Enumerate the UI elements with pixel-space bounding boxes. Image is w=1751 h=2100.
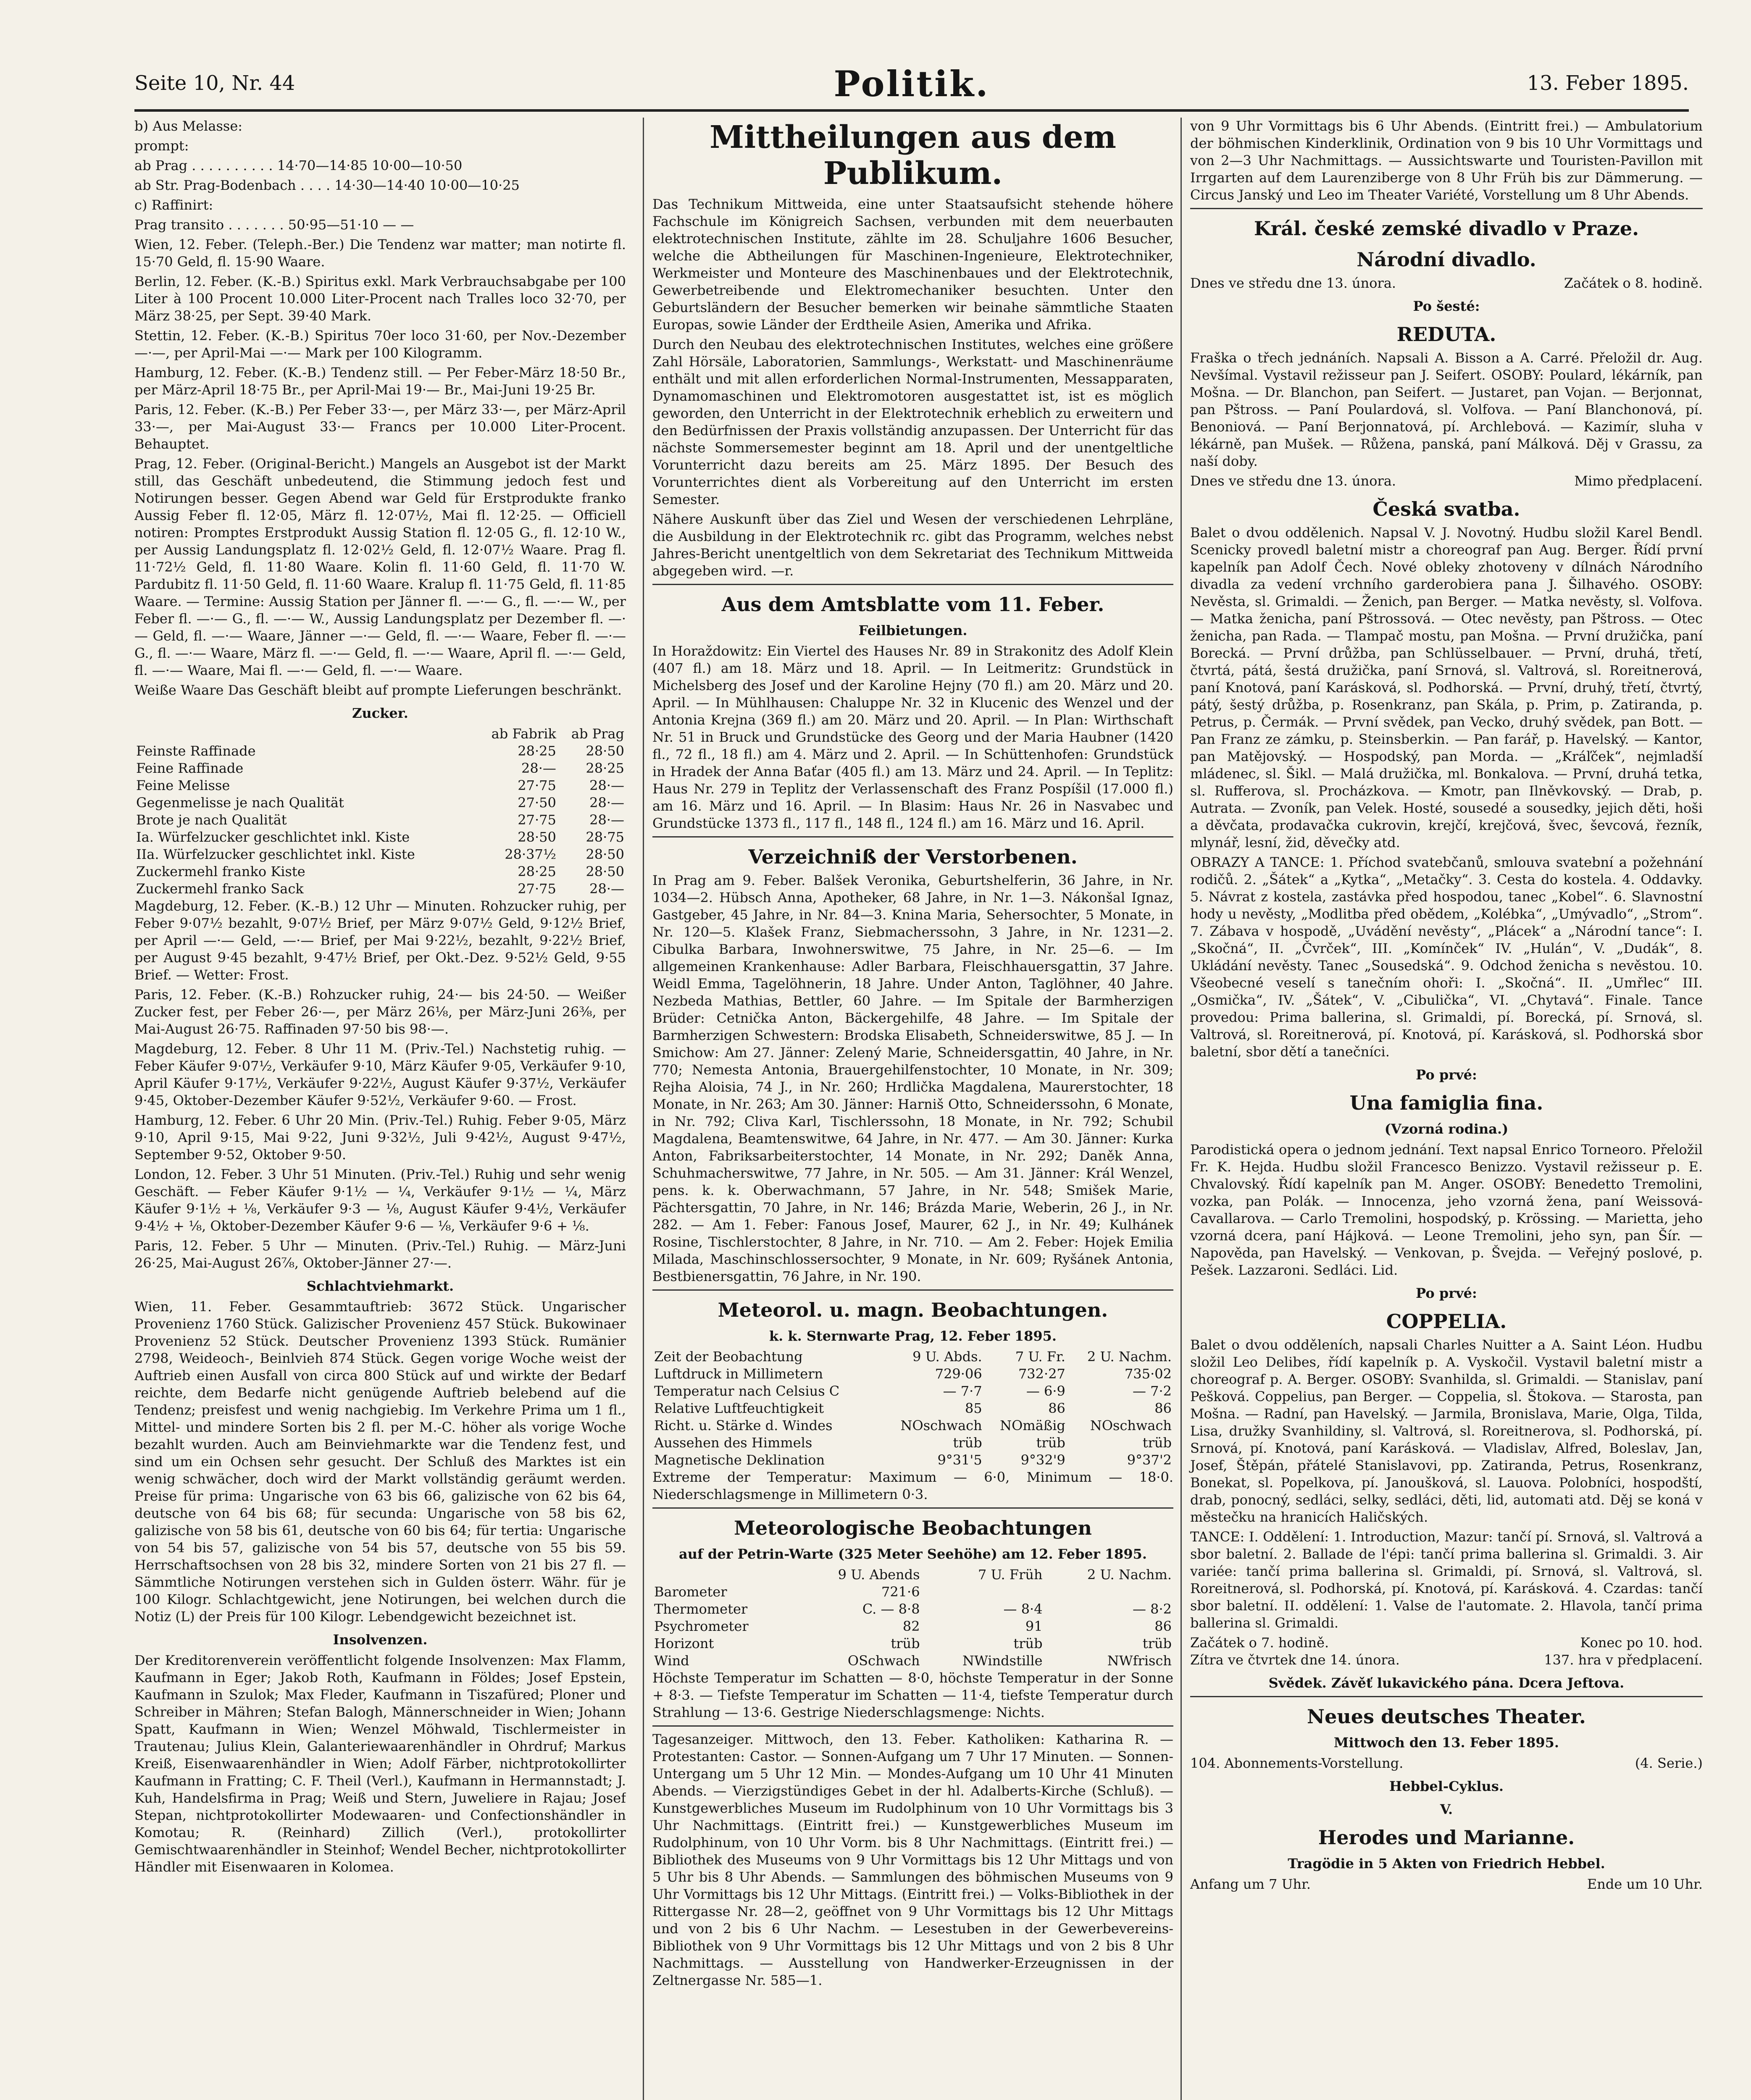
table-cell: Richt. u. Stärke d. Windes [654,1418,833,1433]
notice-paragraph: Durch den Neubau des elektrotechnischen Institutes, welches eine größere Zahl Hörsäle, Laboratorien, Sammlungs-, Werkstatt- und Maschinenräume enthält und mit allen erforderlichen Normal-Instrumenten, Messapparaten, Dynamomaschinen und Elektromotoren ausgestattet ist, ist es möglich geworden, den Unterricht in der Elektrotechnik erheblich zu erweitern und den Bedürfnissen der Praxis vollständig anzupassen. Der Unterricht für das nächste Sommersemester beginnt am 18. April und der unentgeltliche Vorunterricht dazu bereits am 25. März 1895. Der Besuch des Vorunterrichtes dient als Vorbereitung auf den Unterricht im ersten Semester. [652,336,1173,507]
national-theatre-heading: Král. české zemské divadlo v Praze. [1254,217,1639,240]
table-cell: NOschwach [900,1418,982,1433]
table-row [652,1583,1173,1601]
column-theatre [1180,118,1703,2100]
performance-start: Anfang um 7 Uhr. [1190,1876,1311,1892]
national-theatre-subheading: Národní divadlo. [1357,248,1536,271]
table-cell: 28·25 [518,864,556,879]
table-cell: 28·— [521,760,556,776]
petrin-extremes: Höchste Temperatur im Schatten — 8·0, höchste Temperatur in der Sonne + 8·3. — Tiefste Temperatur im Schatten — 11·4, tiefste Temperatur durch Strahlung — 13·6. Gestrige Niederschlagsmenge: Nichts. [652,1670,1173,1720]
market-report: Wien, 12. Feber. (Teleph.-Ber.) Die Tendenz war matter; man notirte fl. 15·70 Geld, fl. 15·90 Waare. [134,236,626,270]
table-row [652,1652,1173,1670]
play-title: COPPELIA. [1386,1310,1507,1333]
market-intro [134,118,626,234]
performance-times [1190,1634,1703,1651]
play-cast: Balet o dvou odděleních, napsali Charles Nuitter a A. Saint Léon. Hudbu složil Leo Delibes, řídí kapelník p. A. Vyskočil. Vystavil baletní mistr a choreograf p. A. Berger. OSOBY: Svanhilda, sl. Grimaldi. — Stanislav, paní Pešková. Coppelius, pan Berger. — Coppelia, sl. Štokova. — Starosta, pan Mošna. — Radní, pan Havelský. — Jarmila, Bronislava, Marie, Olga, Tilda, Lisa, družky Svanhildiny, sl. Valtrová, sl. Roreitnerova, sl. Podhorská, pí. Srnová, pí. Knotová, paní Karásková. — Vladislav, Alfred, Boleslav, Jan, Josef, Štěpán, přátelé Stanislavovi, pp. Zatiranda, Petrus, Rosenkranz, Bonekat, sl. Popelkova, pí. Janoušková, sl. Lauova. Polobníci, hospodští, drab, ponocný, sedláci, selky, sedláci, děti, lid, automati atd. Děj se koná v městečku na hranicích Haličských. [1190,1337,1703,1525]
table-row [652,1417,1173,1434]
daily-announcements: Tagesanzeiger. Mittwoch, den 13. Feber. Katholiken: Katharina R. — Protestanten: Castor. — Sonnen-Aufgang um 7 Uhr 17 Minuten. — Sonnen-Untergang um 5 Uhr 12 Min. — Mondes-Aufgang um 10 Uhr 41 Minuten Abends. — Vierzigstündiges Gebet in der hl. Adalberts-Kirche (Schluß). — Kunstgewerbliches Museum im Rudolphinum von 10 Uhr Vormittags bis 3 Uhr Nachmittags. (Eintritt frei.) — Kunstgewerbliches Museum im Rudolphinum, von 10 Uhr Vorm. bis 8 Uhr Nachmittags. (Eintritt frei.) — Bibliothek des Museums von 9 Uhr Vormittags bis 12 Uhr Mittags und von 5 Uhr bis 8 Uhr Abends. — Sammlungen des böhmischen Museums von 9 Uhr Vormittags bis 12 Uhr Mittags. (Eintritt frei.) — Volks-Bibliothek in der Rittergasse Nr. 28—2, geöffnet von 9 Uhr Vormittags bis 12 Uhr Mittags und von 2 bis 6 Uhr Nachm. — Lesestuben in der Gewerbevereins-Bibliothek von 9 Uhr Vormittags bis 12 Uhr Mittags und von 2 bis 8 Uhr Nachmittags. — Ausstellung von Handwerker-Erzeugnissen in der Zeltnergasse Nr. 585—1. [652,1731,1173,1988]
market-report: London, 12. Feber. 3 Uhr 51 Minuten. (Priv.-Tel.) Ruhig und sehr wenig Geschäft. — Feber Käufer 9·1½ — ¼, Verkäufer 9·1½ — ¼, März Käufer 9·1½ + ⅛, Verkäufer 9·3 — ⅛, August Käufer 9·4½, Verkäufer 9·4½ + ⅛, Oktober-Dezember Käufer 9·6 — ⅛, Verkäufer 9·6 + ⅛. [134,1166,626,1234]
table-cell: — 6·9 [1026,1383,1065,1399]
table-cell: 28·50 [518,829,556,845]
table-cell: trüb [891,1635,920,1651]
performance-dateline [1190,1651,1703,1669]
table-cell: Thermometer [654,1601,748,1617]
divider [652,1725,1173,1727]
performance-note: Mimo předplacení. [1574,473,1703,489]
table-row [652,1452,1173,1469]
table-cell: — 8·4 [1003,1601,1043,1617]
market-line: b) Aus Melasse: [134,118,243,134]
table-cell: OSchwach [847,1653,920,1669]
table-cell: Luftdruck in Millimetern [654,1366,823,1382]
table-row [134,777,626,794]
table-cell: IIa. Würfelzucker geschlichtet inkl. Kiste [136,846,415,862]
market-report: Magdeburg, 12. Feber. (K.-B.) 12 Uhr — Minuten. Rohzucker ruhig, per Feber 9·07½ bezahlt, 9·07½ Brief, per März 9·07½ Geld, 9·12½ Brief, per April —·— Geld, —·— Brief, per Mai 9·22½, bezahlt, 9·22½ Brief, per August 9·45 bezahlt, 9·47½ Brief, per Okt.-Dez. 9·52½ Geld, 9·55 Brief. — Wetter: Frost. [134,898,626,983]
daily-announcements-cont: von 9 Uhr Vormittags bis 6 Uhr Abends. (Eintritt frei.) — Ambulatorium der böhmischen Kinderklinik, Ordination von 9 bis 10 Uhr Vormittags und von 2—3 Uhr Nachmittags. — Aussichtswarte und Touristen-Pavillon mit Irrgarten auf dem Laurenziberge von 8 Uhr Früh bis zur Dämmerung. — Circus Janský und Leo im Theater Variété, Vorstellung um 8 Uhr Abends. [1190,118,1703,203]
table-cell: 27·75 [518,881,556,897]
market-line: ab Str. Prag-Bodenbach . . . . 14·30—14·40 10·00—10·25 [134,177,520,193]
market-line: Prag transito . . . . . . . 50·95—51·10 — — [134,217,414,233]
table-row [134,880,626,898]
table-row [652,1434,1173,1452]
table-cell: 9°37'2 [1127,1452,1172,1468]
performance-count: Po prvé: [1416,1285,1477,1301]
table-cell: 9 U. Abds. [912,1349,982,1365]
petrin-heading: Meteorologische Beobachtungen [734,1517,1092,1539]
table-header-row [652,1566,1173,1583]
feilbietungen-heading: Feilbietungen. [858,622,968,638]
table-row [652,1601,1173,1618]
table-row [134,743,626,760]
table-cell: Horizont [654,1635,714,1651]
performance-times [1190,1876,1703,1893]
play-cast: Parodistická opera o jednom jednání. Text napsal Enrico Torneoro. Přeložil Fr. K. Hejda. Hudbu složil Francesco Benizzo. Vystavil režisseur p. E. Chvalovský. Řídí kapelník pan M. Anger. OSOBY: Benedetto Tremolini, vozka, pan Polák. — Innocenza, jeho vzorná žena, paní Weissová-Cavallarova. — Carlo Tremolini, hospodský, p. Krössing. — Marietta, jeho vzorná dcera, paní Hájková. — Leone Tremolini, jeho syn, pan Šír. — Napověda, pan Havelský. — Venkovan, p. Švejda. — Veřejný poslové, p. Pešek. Lazzaroni. Sedláci. Lid. [1190,1142,1703,1278]
table-cell: trüb [1142,1435,1172,1451]
divider [652,1507,1173,1509]
table-cell: trüb [953,1435,982,1451]
page-header [134,63,1689,112]
table-cell: 28·— [589,795,624,811]
divider [652,584,1173,585]
table-cell: Brote je nach Qualität [136,812,287,828]
section-title: Politik. [833,63,990,105]
play-dances: OBRAZY A TANCE: 1. Příchod svatebčanů, smlouva svatební a požehnání rodičů. 2. „Šátek“ a „Kytka“, „Metačky“. 3. Cesta do kostela. 4. Oddavky. 5. Návrat z kostela, zastávka před hospodou, tanec „Kobel“. 6. Slavnostní hody u nevěsty, „Modlitba před obědem, „Kolébka“, „Umývadlo“, „Strom“. 7. Zábava v hospodě, „Uvádění nevěsty“, „Plácek“ a „Národní tance“: I. „Skočná“, II. „Čvrček“, III. „Komínček“ IV. „Hulán“, V. „Dudák“, 8. Ukládání nevěsty. Tanec „Sousedská“. 9. Odchod ženicha s nevěstou. 10. Všeobecné veselí s tanečním ohoři: I. „Skočná“. II. „Umřlec“ III. „Osmička“, IV. „Šátek“, V. „Cibulička“, VI. „Chytavá“. Finale. Tance provedou: Prima ballerina, sl. Grimaldi, pí. Borecká, pí. Srnová, sl. Valtrová, sl. Roreitnerová, pí. Knotová, pí. Karásková, sl. Podhorská sbor baletní, sbor dětí a tanečníci. [1190,854,1703,1060]
zucker-heading: Zucker. [352,705,408,721]
market-report: Berlin, 12. Feber. (K.-B.) Spiritus exkl. Mark Verbrauchsabgabe per 100 Liter à 100 Procent 10.000 Liter-Procent nach Tralles loco 32·70, per März 38·25, per Sept. 39·40 Mark. [134,273,626,324]
notice-paragraph: Nähere Auskunft über das Ziel und Wesen der verschiedenen Lehrpläne, die Ausbildung in der Elektrotechnik rc. gibt das Programm, welches nebst Jahres-Bericht unentgeltlich von dem Sekretariat des Technikum Mittweida abgegeben wird. —r. [652,511,1173,579]
market-report: Paris, 12. Feber. (K.-B.) Rohzucker ruhig, 24·— bis 24·50. — Weißer Zucker fest, per Feber 26·—, per März 26⅛, per März-Juni 26⅜, per Mai-August 26·75. Raffinaden 97·50 bis 98·—. [134,987,626,1037]
table-cell: 729·06 [935,1366,982,1382]
table-cell: 2 U. Nachm. [1087,1349,1172,1365]
performance-dateline [1190,275,1703,292]
table-cell: 2 U. Nachm. [1087,1567,1172,1583]
cycle-number: V. [1440,1801,1453,1817]
table-cell: trüb [1013,1635,1043,1651]
table-cell: 28·50 [586,743,624,759]
performance-date: Mittwoch den 13. Feber 1895. [1333,1735,1559,1751]
table-cell [652,1566,796,1583]
table-cell: Gegenmelisse je nach Qualität [136,795,344,811]
table-row [134,863,626,880]
market-report: Weiße Waare Das Geschäft bleibt auf prompte Lieferungen beschränkt. [134,682,622,698]
cycle-title: Hebbel-Cyklus. [1389,1778,1504,1794]
table-cell: 28·75 [586,829,624,845]
amtsblatt-heading: Aus dem Amtsblatte vom 11. Feber. [721,593,1104,616]
table-cell: C. — 8·8 [862,1601,920,1617]
table-cell: 721·6 [881,1584,920,1600]
table-cell: 28·25 [518,743,556,759]
table-header-row [134,725,626,743]
market-report: Hamburg, 12. Feber. 6 Uhr 20 Min. (Priv.-Tel.) Ruhig. Feber 9·05, März 9·10, April 9·15, Mai 9·22, Juni 9·32½, Juli 9·42½, August 9·47½, September 9·52, Oktober 9·50. [134,1112,626,1163]
table-cell [1044,1583,1173,1601]
table-cell: Zuckermehl franko Kiste [136,864,305,879]
table-cell: 28·25 [586,760,624,776]
divider [652,1289,1173,1291]
subscription-series: (4. Serie.) [1635,1755,1703,1771]
divider [1190,1696,1703,1697]
table-cell: 732·27 [1018,1366,1065,1382]
market-line: prompt: [134,138,189,154]
column-markets [134,118,626,2100]
table-cell: 28·37½ [505,846,556,862]
play-title: Una famiglia fina. [1349,1092,1543,1114]
table-cell: Zuckermehl franko Sack [136,881,304,897]
table-cell: Zeit der Beobachtung [654,1349,803,1365]
insolvenzen-report: Der Kreditorenverein veröffentlicht folgende Insolvenzen: Max Flamm, Kaufmann in Eger; Jakob Roth, Kaufmann in Földes; Josef Epstein, Kaufmann in Szulok; Max Fleder, Kaufmann in Tiszafüred; Ploner und Schreiber in Mähren; Stefan Balogh, Männerschneider in Wien; Johann Spatt, Kaufmann in Wien; Wenzel Möhwald, Tischlermeister in Trautenau; Julius Klein, Galanteriewaarenhändler in Ohrdruf; Markus Kreiß, Eisenwaarenhändler in Wien; Adolf Färber, nichtprotokollirter Kaufmann in Fratting; C. F. Theil (Verl.), Kaufmann in Hermannstadt; J. Kuh, Handelsfirma in Prag; Weiß und Stern, Juweliere in Rajau; Josef Stepan, nichtprotokollirter Modewaaren- und Confectionshändler in Komotau; R. (Reinhard) Zillich (Verl.), protokollirter Gemischtwaarenhändler in Steinhof; Wendel Becher, nichtprotokollirter Händler mit Eisenwaaren in Kolomea. [134,1652,626,1875]
table-cell: 28·— [589,777,624,793]
deceased-list: In Prag am 9. Feber. Balšek Veronika, Geburtshelferin, 36 Jahre, in Nr. 1034—2. Hübsch Anna, Apotheker, 68 Jahre, in Nr. 1—3. Nákonšal Ignaz, Gastgeber, 45 Jahre, in Nr. 84—3. Knina Maria, Sehersochter, 5 Monate, in Nr. 120—5. Klašek Franz, Siebmacherssohn, 3 Jahre, in Nr. 1231—2. Cibulka Barbara, Inwohnerswitwe, 75 Jahre, in Nr. 25—6. — Im allgemeinen Krankenhause: Adler Barbara, Fleischhauersgattin, 37 Jahre. Weidl Emma, Tagelöhnerin, 18 Jahre. Under Anton, Taglöhner, 40 Jahre. Nezbeda Mathias, Bettler, 60 Jahre. — Im Spitale der Barmherzigen Brüder: Cetnička Anton, Bäckergehilfe, 48 Jahre. — Im Spitale der Barmherzigen Schwestern: Brodska Elisabeth, Schneiderswitwe, 85 J. — In Smichow: Am 27. Jänner: Zelený Marie, Schneidersgattin, 40 Jahre, in Nr. 770; Nemesta Antonia, Brauergehilfenstochter, 10 Monate, in Nr. 309; Rejha Aloisia, 74 J., in Nr. 260; Hrdlička Magdalena, Maurerstochter, 18 Monate, in Nr. 263; Am 30. Jänner: Harniš Otto, Schneiderssohn, 6 Monate, in Nr. 792; Cliva Karl, Tischlerssohn, 18 Monate, in Nr. 792; Schubil Magdalena, Beamtenswitwe, 64 Jahre, in Nr. 477. — Am 30. Jänner: Kurka Anton, Fabriksarbeiterstochter, 14 Monate, in Nr. 292; Daněk Anna, Schuhmacherswitwe, 77 Jahre, in Nr. 505. — Am 31. Jänner: Král Wenzel, pens. k. k. Oberwachmann, 57 Jahre, in Nr. 548; Smišek Marie, Pächtersgattin, 70 Jahre, in Nr. 146; Brázda Marie, Weberin, 26 J., in Nr. 282. — Am 1. Feber: Fanous Josef, Maurer, 62 J., in Nr. 49; Kulhánek Rosine, Tischlerstochter, 8 Jahre, in Nr. 710. — Am 2. Feber: Hojek Emilia Milada, Maschinschlossersochter, 9 Monate, in Nr. 609; Ryšánek Antonia, Bestbienersgattin, 76 Jahre, in Nr. 190. [652,872,1173,1284]
petrin-subheading: auf der Petrin-Warte (325 Meter Seehöhe) am 12. Feber 1895. [679,1546,1147,1562]
performance-start: Začátek o 8. hodině. [1564,275,1703,291]
table-cell: trüb [1142,1635,1172,1651]
table-row [652,1383,1173,1400]
performance-end: Ende um 10 Uhr. [1587,1876,1703,1892]
table-cell [922,1583,1044,1601]
table-cell: NOschwach [1090,1418,1172,1433]
meteo-table [652,1348,1173,1469]
insolvenzen-heading: Insolvenzen. [333,1632,428,1648]
table-cell: 86 [1048,1400,1065,1416]
table-cell: 9°32'9 [1020,1452,1065,1468]
table-cell: ab Fabrik [491,726,556,742]
schlachtvieh-heading: Schlachtviehmarkt. [306,1278,454,1294]
table-cell: 28·50 [586,846,624,862]
table-cell: 28·— [589,812,624,828]
divider [652,836,1173,837]
meteo-subheading: k. k. Sternwarte Prag, 12. Feber 1895. [769,1328,1057,1344]
market-line: c) Raffinirt: [134,197,213,213]
column-public [643,118,1173,2100]
table-cell: 27·75 [518,812,556,828]
play-subtitle: Tragödie in 5 Akten von Friedrich Hebbel. [1288,1856,1605,1872]
subscription-line [1190,1755,1703,1772]
table-cell: Feinste Raffinade [136,743,256,759]
table-header-row [652,1348,1173,1365]
table-cell: Ia. Würfelzucker geschlichtet inkl. Kiste [136,829,410,845]
market-report: Paris, 12. Feber. 5 Uhr — Minuten. (Priv.-Tel.) Ruhig. — März-Juni 26·25, Mai-August 26⅞, Oktober-Jänner 27·—. [134,1238,626,1271]
table-cell: ab Prag [571,726,624,742]
issue-date: 13. Feber 1895. [1527,71,1689,95]
table-cell: 86 [1154,1618,1172,1634]
table-cell: Feine Melisse [136,777,230,793]
table-cell: 82 [902,1618,920,1634]
performance-date: Zítra ve čtvrtek dne 14. února. [1190,1652,1400,1668]
table-cell: 9 U. Abends [838,1567,920,1583]
market-report: Hamburg, 12. Feber. (K.-B.) Tendenz still. — Per Feber-März 18·50 Br., per März-April 18·75 Br., per April-Mai 19·— Br., Mai-Juni 19·25 Br. [134,365,626,398]
table-row [652,1400,1173,1417]
play-title: Česká svatba. [1372,498,1520,520]
market-line: ab Prag . . . . . . . . . . 14·70—14·85 10·00—10·50 [134,158,463,173]
table-cell: 85 [965,1400,982,1416]
table-cell: 27·75 [518,777,556,793]
table-row [134,794,626,811]
table-cell: 27·50 [518,795,556,811]
table-row [652,1635,1173,1652]
subscription-number: 104. Abonnements-Vorstellung. [1190,1755,1404,1771]
table-row [652,1618,1173,1635]
play-title: REDUTA. [1396,323,1496,346]
petrin-table [652,1566,1173,1670]
play-subtitle: (Vzorná rodina.) [1384,1121,1509,1137]
public-notices-heading: Mittheilungen aus dem Publikum. [710,119,1116,192]
table-cell: NOmäßig [1000,1418,1065,1433]
market-report: Paris, 12. Feber. (K.-B.) Per Feber 33·—, per März 33·—, per März-April 33·—, per Mai-August 33·— Francs per 10.000 Liter-Procent. Behauptet. [134,402,626,452]
table-cell: trüb [1036,1435,1065,1451]
market-report: Prag, 12. Feber. (Original-Bericht.) Mangels an Ausgebot ist der Markt still, das Geschäft unbedeutend, die Stimmung jedoch fest und Notirungen besser. Gegen Abend war Geld für Erstprodukte franko Aussig Feber fl. 12·05, März fl. 12·07½, Mai fl. 12·25. — Officiell notiren: Promptes Erstprodukt Aussig Station fl. 12·05 G., fl. 12·10 W., per Aussig Landungsplatz fl. 12·02½ Geld, fl. 12·07½ Waare. Prag fl. 11·72½ Geld, fl. 11·80 Waare. Kolin fl. 11·60 Geld, fl. 11·70 W. Pardubitz fl. 11·50 Geld, fl. 11·60 Waare. Kralup fl. 11·75 Geld, fl. 11·85 Waare. — Termine: Aussig Station per Jänner fl. —·— G., fl. —·— W., per Feber fl. —·— G., fl. —·— W., Aussig Landungsplatz per Dezember fl. —·— Geld, fl. —·— Waare, Jänner —·— Geld, fl. —·— Waare, Feber fl. —·— G., fl. —·— Waare, März fl. —·— Geld, fl. —·— Waare, April fl. —·— Geld, fl. —·— Waare, Mai fl. —·— Geld, fl. —·— Waare. [134,456,626,678]
performance-end: Konec po 10. hod. [1580,1635,1703,1651]
table-cell: — 7·7 [943,1383,982,1399]
table-cell: NWindstille [962,1653,1043,1669]
table-cell: Magnetische Deklination [654,1452,825,1468]
schlachtvieh-report: Wien, 11. Feber. Gesammtauftrieb: 3672 Stück. Ungarischer Provenienz 1760 Stück. Galizischer Provenienz 457 Stück. Bukowinaer Provenienz 52 Stück. Deutscher Provenienz 1393 Stück. Rumänier 2798, Weideoch-, Beinlvieh 874 Stück. Gegen vorige Woche weist der Auftrieb einen Ausfall von circa 800 Stück auf und wirkte der Bedarf reichte, dem Bedarfe nicht genügende Auftrieb belebend auf die Tendenz; preisfest und wenig nachgiebig. Im Verkehre Prima um 1 fl., Mittel- und mindere Sorten bis 2 fl. per M.-C. höher als vorige Woche bezahlt wurden. Auch am Beinviehmarkte war die Tendenz fest, und sind um ein Ochsen sehr gesucht. Der Schluß des Marktes ist ein wenig schwächer, doch wird der Markt vollständig geräumt werden. Preise für prima: Ungarische von 63 bis 66, galizische von 62 bis 64, deutsche von 64 bis 68; für secunda: Ungarische von 58 bis 62, galizische von 58 bis 61, deutsche von 60 bis 64; für tertia: Ungarische von 54 bis 57, galizische von 54 bis 57, deutsche von 55 bis 59. Herrschaftsochsen von 28 bis 32, mindere Sorten von 21 bis 27 fl. — Sämmtliche Notirungen verstehen sich in Gulden österr. Währ. für je 100 Kilogr. Schlachtgewicht, jene Notirungen, bei welchen durch die Notiz (L) der Preis für 100 Kilogr. Lebendgewicht bezeichnet ist. [134,1299,626,1625]
table-cell: — 7·2 [1132,1383,1172,1399]
table-row [134,829,626,846]
performance-date: Dnes ve středu dne 13. února. [1190,275,1396,291]
performance-dateline [1190,472,1703,490]
meteo-extremes: Extreme der Temperatur: Maximum — 6·0, Minimum — 18·0. Niederschlagsmenge in Millimetern 0·3. [652,1469,1173,1502]
performance-date: Dnes ve středu dne 13. února. [1190,473,1396,489]
table-cell [134,725,476,743]
table-cell: Feine Raffinade [136,760,244,776]
table-row [134,811,626,829]
table-cell: 7 U. Früh [978,1567,1043,1583]
zucker-table [134,725,626,898]
table-cell: 7 U. Fr. [1015,1349,1065,1365]
play-title: Herodes und Marianne. [1318,1826,1575,1849]
performance-note: 137. hra v předplacení. [1544,1652,1703,1668]
table-cell: 28·— [589,881,624,897]
table-cell: 28·50 [586,864,624,879]
divider [1190,208,1703,209]
page-number: Seite 10, Nr. 44 [134,71,295,95]
german-theatre-heading: Neues deutsches Theater. [1307,1705,1586,1728]
table-cell: Temperatur nach Celsius C [654,1383,840,1399]
play-dances: TANCE: I. Oddělení: 1. Introduction, Mazur: tančí pí. Srnová, sl. Valtrová a sbor baletní. 2. Ballade de l'épi: tančí prima ballerina sl. Grimaldi. 3. Air variée: tančí prima ballerina sl. Grimaldi, pí. Srnová, sl. Valtrová, sl. Roreitnerová, sl. Podhorská, pí. Knotová, pí. Karásková. 4. Czardas: tančí sbor baletní. II. oddělení: 1. Valse de l'automate. 2. Hlavola, tančí prima ballerina sl. Grimaldi. [1190,1529,1703,1631]
deceased-heading: Verzeichniß der Verstorbenen. [748,845,1078,868]
market-report: Stettin, 12. Feber. (K.-B.) Spiritus 70er loco 31·60, per Nov.-Dezember —·—, per April-Mai —·— Mark per 100 Kilogramm. [134,328,626,361]
table-cell: — 8·2 [1132,1601,1172,1617]
play-cast: Fraška o třech jednáních. Napsali A. Bisson a A. Carré. Přeložil dr. Aug. Nevšímal. Vystavil režisseur pan J. Seifert. OSOBY: Poulard, lékárník, pan Mošna. — Dr. Blanchon, pan Seifert. — Justaret, pan Vojan. — Berjonnat, pan Pštross. — Paní Poulardová, sl. Volfova. — Paní Blanchonová, pí. Benoniová. — Paní Berjonnatová, pí. Archlebová. — Kazimír, sluha v lékárně, pan Mušek. — Růžena, panská, paní Málková. Děj v Grassu, za naší doby. [1190,350,1703,469]
play-title: Svědek. Závěť lukavického pána. Dcera Jeftova. [1268,1675,1625,1691]
feilbietungen-text: In Horaždowitz: Ein Viertel des Hauses Nr. 89 in Strakonitz des Adolf Klein (407 fl.) am 18. März und 18. April. — In Leitmeritz: Grundstück in Michelsberg des Josef und der Karoline Hejny (70 fl.) am 20. März und 20. April. — In Mühlhausen: Chaluppe Nr. 32 in Klucenic des Wenzel und der Antonia Krejna (369 fl.) am 20. März und 20. April. — In Plan: Wirthschaft Nr. 51 in Bruck und Grundstücke des Georg und der Maria Haubner (1420 fl., 72 fl., 18 fl.) am 4. März und 2. April. — In Schüttenhofen: Grundstück in Hradek der Anna Baťar (405 fl.) am 13. März und 24. April. — In Teplitz: Haus Nr. 279 in Teplitz der Verlassenschaft des Franz Pospíšil (17.000 fl.) am 16. März und 16. April. — In Blasim: Haus Nr. 26 in Nasvabec und Grundstücke 1373 fl., 117 fl., 148 fl., 124 fl.) am 16. März und 16. April. [652,643,1173,831]
table-cell: Psychrometer [654,1618,749,1634]
table-cell: Aussehen des Himmels [654,1435,812,1451]
table-row [652,1365,1173,1383]
table-row [134,760,626,777]
table-row [134,846,626,863]
table-cell: Wind [654,1653,689,1669]
market-report: Magdeburg, 12. Feber. 8 Uhr 11 M. (Priv.-Tel.) Nachstetig ruhig. — Feber Käufer 9·07½, Verkäufer 9·10, März Käufer 9·05, Verkäufer 9·10, April Käufer 9·17½, Verkäufer 9·22½, August Käufer 9·37½, Verkäufer 9·45, Oktober-Dezember Käufer 9·52½, Verkäufer 9·60. — Frost. [134,1041,626,1108]
table-cell: 735·02 [1125,1366,1172,1382]
performance-start: Začátek o 7. hodině. [1190,1635,1329,1651]
table-cell: NWfrisch [1107,1653,1172,1669]
table-cell: Relative Luftfeuchtigkeit [654,1400,824,1416]
performance-count: Po prvé: [1416,1067,1477,1083]
notice-paragraph: Das Technikum Mittweida, eine unter Staatsaufsicht stehende höhere Fachschule im Königreich Sachsen, verbunden mit dem neuerbauten elektrotechnischen Institute, zählte im 28. Schuljahre 1606 Besucher, welche die Abtheilungen für Maschinen-Ingenieure, Elektrotechniker, Werkmeister und Monteure des Maschinenbaues und der Elektrotechnik, Gewerbetreibende und Elektromechaniker besuchten. Unter den Geburtsländern der Besucher bemerken wir beinahe sämmtliche Staaten Europas, sowie Länder der Erdtheile Asien, Amerika und Afrika. [652,196,1173,333]
performance-count: Po šesté: [1413,298,1480,314]
table-cell: Barometer [654,1584,727,1600]
table-cell: 86 [1154,1400,1172,1416]
play-cast: Balet o dvou oddělenich. Napsal V. J. Novotný. Hudbu složil Karel Bendl. Scenicky provedl baletní mistr a choreograf pan Aug. Berger. Řídí první kapelník pan Adolf Čech. Nové obleky zhotoveny v dílnách Národního divadla za vedení vrchního garderobiera pana J. Šilhavého. OSOBY: Nevěsta, sl. Grimaldi. — Ženich, pan Berger. — Matka nevěsty, sl. Volfova. — Matka ženicha, paní Pštrossová. — Otec nevěsty, pan Pštross. — Otec ženicha, pan Rada. — Tlampač mostu, pan Mošna. — První družička, paní Borecká. — První drůžba, pan Schlüsselbauer. — První, druhá, třetí, čtvrtá, pátá, šestá družička, paní Srnová, sl. Valtrová, sl. Roreitnerová, paní Knotová, paní Karásková, sl. Podhorská. — První, druhý, třetí, čtvrtý, pátý, šestý drůžba, p. Rosenkranz, pan Skála, p. Prim, p. Zatiranda, p. Petrus, p. Čermák. — První svědek, pan Vecko, druhý svědek, pan Bott. — Pan Franz ze zámku, p. Steinsberkin. — Pan farář, p. Havelský. — Kantor, pan Matějovský. — Hospodský, pan Morda. — „Kráľček“, nejmladší mládenec, sl. Šikl. — Malá družička, ml. Bonkalova. — První, druhá tetka, sl. Rufferova, sl. Procházkova. — Kmotr, pan Ilněvkovský. — Drab, p. Autrata. — Zvoník, pan Velek. Hosté, sousedé a sousedky, jejich děti, hoši a děvčata, prodavačka cukrovin, krejčí, krejčová, švec, ševcová, řezník, mlynář, lesní, žid, děvečky atd. [1190,525,1703,850]
meteo-heading: Meteorol. u. magn. Beobachtungen. [718,1299,1108,1321]
table-cell: 91 [1025,1618,1043,1634]
table-cell: 9°31'5 [937,1452,982,1468]
